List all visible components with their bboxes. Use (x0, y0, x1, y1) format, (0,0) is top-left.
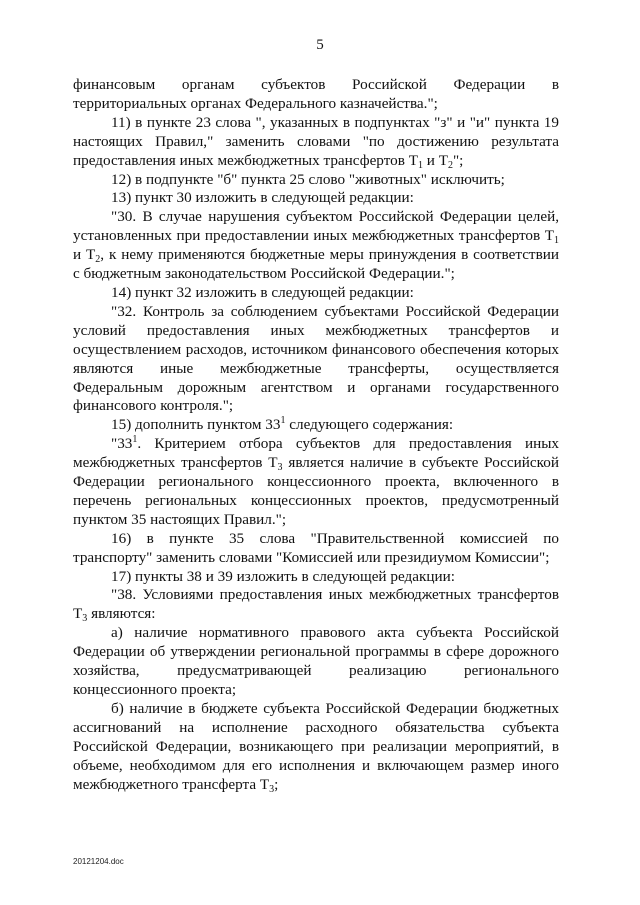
text-run: 17) пункты 38 и 39 изложить в следующей редакции: (111, 567, 455, 585)
paragraph-item-17 (73, 568, 559, 587)
text-run: 13) пункт 30 изложить в следующей редакции: (111, 189, 414, 207)
text-run: "32. Контроль за соблюдением субъектами Российской Федерации условий предоставления иных межбюджетных трансфертов и осуществлением расходов, источником финансового обеспечения которых являются иные межбюджетные трансферты, осуществляется Федеральным дорожным агентством и органами государственного финансового контроля."; (73, 302, 559, 415)
subscript: 1 (554, 235, 559, 247)
text-run: и Т (73, 246, 96, 264)
text-run: и Т (422, 151, 448, 169)
subscript: 3 (82, 613, 88, 625)
text-run: "38. Условиями предоставления иных межбюджетных трансфертов Т (73, 586, 559, 623)
text-run: финансовым органам субъектов Российской Федерации в территориальных органах Федерального казначейства."; (73, 76, 559, 112)
text-run: 12) в подпункте "б" пункта 25 слово "животных" исключить; (111, 170, 505, 188)
text-run: а) наличие нормативного правового акта субъекта Российской Федерации об утверждении региональной программы в сфере дорожного хозяйства, предусматривающей реализацию регионального концессионного проекта; (73, 624, 559, 698)
text-run: 11) в пункте 23 слова ", указанных в подпунктах "з" и "и" пункта 19 настоящих Правил," заменить словами "по достижению результата предоставления иных межбюджетных трансфертов Т (73, 113, 559, 169)
text-run: б) наличие в бюджете субъекта Российской Федерации бюджетных ассигнований на исполнение расходного обязательства субъекта Российской Федерации, возникающего при реализации мероприятий, в объеме, необходимом для его исполнения и включающем размер иного межбюджетного трансферта Т (73, 699, 559, 793)
superscript: 1 (132, 434, 138, 446)
paragraph-item-16 (73, 530, 559, 568)
text-run: следующего содержания: (285, 416, 454, 434)
paragraph-continuation (73, 76, 559, 114)
text-run: , к нему применяются бюджетные меры принуждения в соответствии с бюджетным законодательством Российской Федерации."; (73, 246, 559, 283)
subscript: 3 (269, 783, 275, 795)
file-name-footer: 20121204.doc (73, 857, 124, 866)
text-run: являются: (87, 605, 156, 623)
paragraph-subpoint-b (73, 700, 559, 795)
paragraph-item-15 (73, 416, 559, 435)
paragraph-point-38 (73, 586, 559, 624)
paragraph-point-33-1 (73, 435, 559, 530)
text-run: . Критерием отбора субъектов для предоставления иных межбюджетных трансфертов Т (73, 435, 559, 472)
paragraph-subpoint-a (73, 624, 559, 700)
text-run: 16) в пункте 35 слова "Правительственной комиссией по транспорту" заменить словами "Комиссией или президиумом Комиссии"; (73, 529, 559, 566)
subscript: 2 (447, 159, 453, 171)
subscript: 1 (417, 159, 423, 171)
text-run: ; (274, 775, 279, 793)
text-run: 15) дополнить пунктом 33 (111, 416, 281, 434)
paragraph-item-11 (73, 114, 559, 171)
text-run: "33 (111, 435, 133, 453)
paragraph-point-30 (73, 208, 559, 284)
page-number: 5 (316, 37, 324, 53)
paragraph-point-32 (73, 303, 559, 416)
paragraph-item-12 (73, 171, 559, 190)
paragraph-item-14 (73, 284, 559, 303)
document-body (73, 76, 559, 794)
text-run: является наличие в субъекте Российской Федерации регионального концессионного проекта, включенного в перечень региональных концессионных проектов, предусмотренный пунктом 35 настоящих Правил."; (73, 454, 559, 528)
text-run: "; (452, 151, 464, 169)
subscript: 3 (277, 462, 283, 474)
text-run: "30. В случае нарушения субъектом Российской Федерации целей, установленных при предоставлении иных межбюджетных трансфертов Т (73, 208, 559, 245)
superscript: 1 (280, 415, 286, 427)
paragraph-item-13 (73, 189, 559, 208)
text-run: 14) пункт 32 изложить в следующей редакции: (111, 283, 414, 301)
subscript: 2 (95, 254, 101, 266)
